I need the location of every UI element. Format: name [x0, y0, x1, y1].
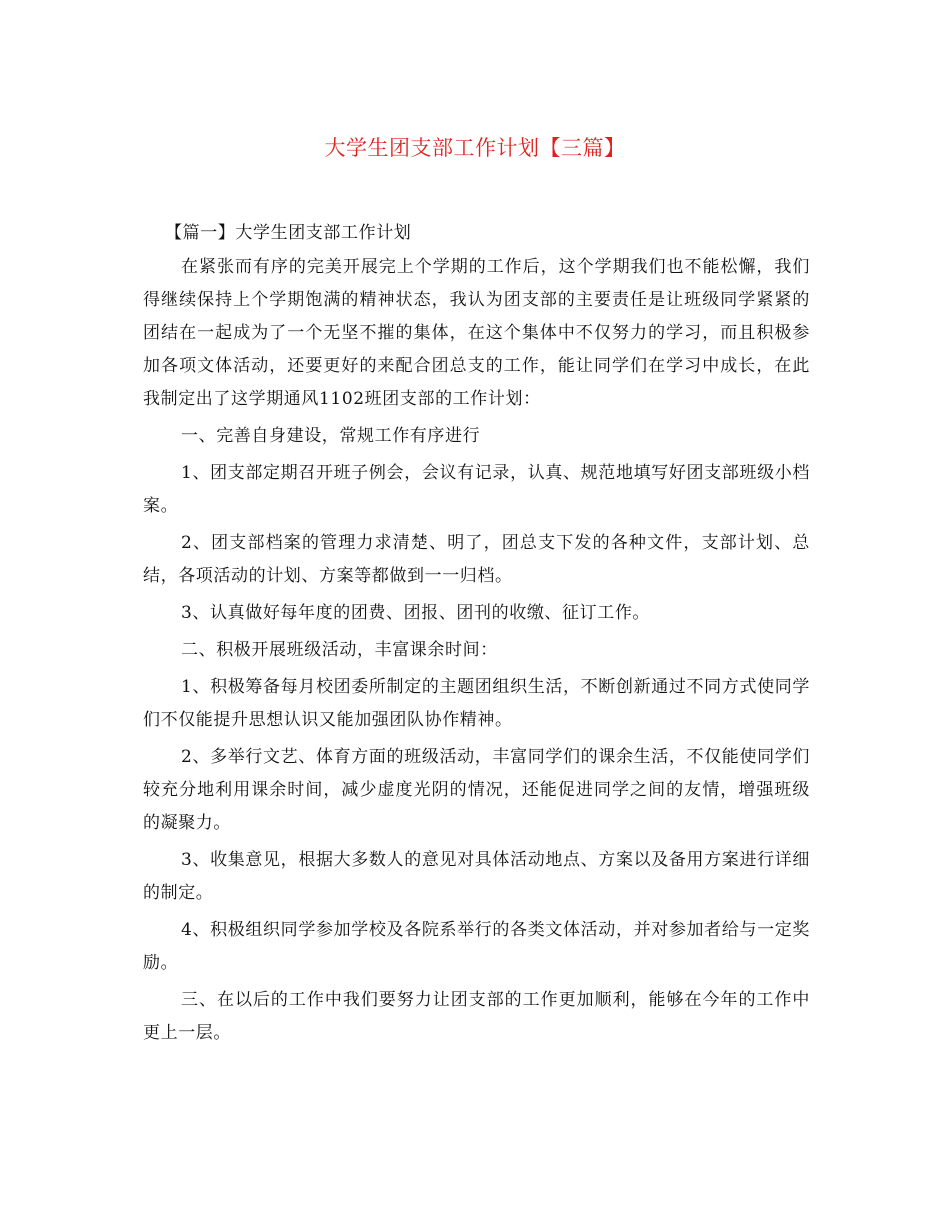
heading-part-two: 二、积极开展班级活动，丰富课余时间： — [181, 640, 498, 660]
document-title: 大学生团支部工作计划【三篇】 — [324, 136, 626, 160]
paragraph-item: 1、积极筹备每月校团委所制定的主题团组织生活，不断创新通过不同方式使同学们不仅能提升思想认识又能加强团队协作精神。 — [143, 677, 810, 730]
heading-part-one: 一、完善自身建设，常规工作有序进行 — [181, 426, 481, 446]
heading-part-three: 三、在以后的工作中我们要努力让团支部的工作更加顺利，能够在今年的工作中更上一层。 — [143, 990, 810, 1043]
paragraph-item: 2、团支部档案的管理力求清楚、明了，团总支下发的各种文件，支部计划、总结，各项活动的计划、方案等都做到一一归档。 — [143, 533, 810, 586]
paragraph-item: 1、团支部定期召开班子例会，会议有记录，认真、规范地填写好团支部班级小档案。 — [143, 463, 810, 516]
section-heading: 【篇一】大学生团支部工作计划 — [165, 223, 412, 243]
paragraph-item: 3、收集意见，根据大多数人的意见对具体活动地点、方案以及备用方案进行详细的制定。 — [143, 850, 810, 903]
document-body — [143, 217, 810, 1054]
paragraph-item: 4、积极组织同学参加学校及各院系举行的各类文体活动，并对参加者给与一定奖励。 — [143, 920, 810, 973]
paragraph-item: 3、认真做好每年度的团费、团报、团刊的收缴、征订工作。 — [181, 603, 651, 623]
paragraph-intro: 在紧张而有序的完美开展完上个学期的工作后，这个学期我们也不能松懈，我们得继续保持上个学期饱满的精神状态，我认为团支部的主要责任是让班级同学紧紧的团结在一起成为了一个无坚不摧的集体，在这个集体中不仅努力的学习，而且积极参加各项文体活动，还要更好的来配合团总支的工作，能让同学们在学习中成长，在此我制定出了这学期通风1102班团支部的工作计划： — [143, 257, 810, 409]
paragraph-item: 2、多举行文艺、体育方面的班级活动，丰富同学们的课余生活，不仅能使同学们较充分地利用课余时间，减少虚度光阴的情况，还能促进同学之间的友情，增强班级的凝聚力。 — [143, 747, 810, 833]
